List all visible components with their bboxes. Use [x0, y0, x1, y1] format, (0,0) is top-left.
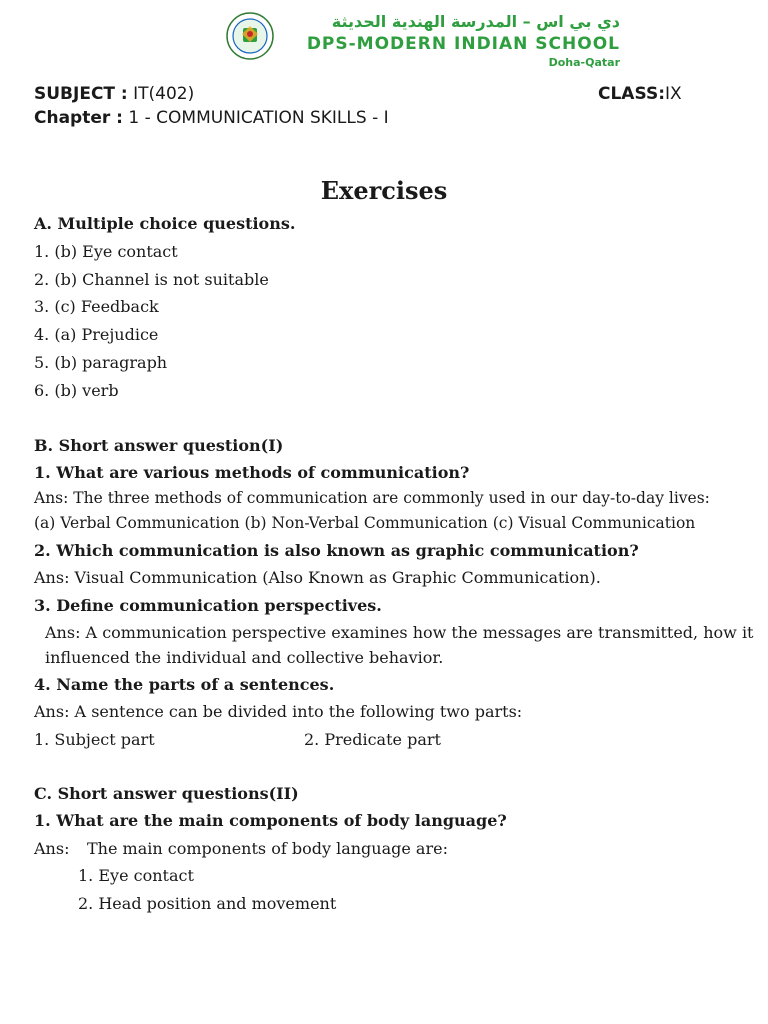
- answer-b2: Ans: Visual Communication (Also Known as Graphic Communication).: [34, 568, 601, 587]
- answer-b3-line1: Ans: A communication perspective examines how the messages are transmitted, how it: [45, 623, 754, 642]
- class-value: IX: [665, 84, 682, 104]
- answer-b3-line2: influenced the individual and collective behavior.: [45, 648, 444, 667]
- list-item: 2. Head position and movement: [78, 894, 337, 913]
- question-b4: 4. Name the parts of a sentences.: [34, 675, 335, 694]
- page-title: Exercises: [320, 176, 448, 205]
- mcq-answer: 6. (b) verb: [34, 381, 119, 400]
- question-b1: 1. What are various methods of communication?: [34, 463, 470, 482]
- school-logo-icon: [226, 12, 274, 60]
- class-label: CLASS:: [598, 84, 665, 104]
- answer-b4-part1: 1. Subject part: [34, 730, 155, 749]
- question-b2: 2. Which communication is also known as graphic communication?: [34, 541, 639, 560]
- subject-label: SUBJECT :: [34, 84, 128, 104]
- mcq-answer: 5. (b) paragraph: [34, 353, 168, 372]
- question-c1: 1. What are the main components of body language?: [34, 811, 507, 830]
- section-c-heading: C. Short answer questions(II): [34, 784, 299, 803]
- subject-value: IT(402): [127, 84, 195, 104]
- class-line: [598, 84, 682, 104]
- mcq-answer: 3. (c) Feedback: [34, 297, 159, 316]
- list-item: 1. Eye contact: [78, 866, 194, 885]
- chapter-value: 1 - COMMUNICATION SKILLS - I: [122, 108, 389, 128]
- mcq-answer: 1. (b) Eye contact: [34, 242, 178, 261]
- school-name: DPS-MODERN INDIAN SCHOOL: [306, 34, 620, 54]
- answer-b1-line2: (a) Verbal Communication (b) Non-Verbal Communication (c) Visual Communication: [34, 514, 696, 532]
- section-b-heading: B. Short answer question(I): [34, 436, 284, 455]
- question-b3: 3. Define communication perspectives.: [34, 596, 382, 615]
- subject-line: [34, 84, 194, 104]
- school-location: Doha-Qatar: [548, 56, 620, 69]
- section-a-heading: A. Multiple choice questions.: [34, 214, 296, 233]
- mcq-answer: 2. (b) Channel is not suitable: [34, 270, 269, 289]
- answer-b1-line1: Ans: The three methods of communication are commonly used in our day-to-day lives:: [34, 489, 710, 507]
- school-name-arabic: دي بي اس – المدرسة الهندية الحديثة: [331, 12, 620, 31]
- answer-c1-text: The main components of body language are:: [87, 839, 448, 858]
- answer-b4: Ans: A sentence can be divided into the following two parts:: [34, 702, 523, 721]
- answer-b4-part2: 2. Predicate part: [304, 730, 441, 749]
- school-header: [226, 10, 626, 74]
- mcq-answer: 4. (a) Prejudice: [34, 325, 159, 344]
- chapter-line: [34, 108, 389, 128]
- chapter-label: Chapter :: [34, 108, 123, 128]
- answer-c1-label: Ans:: [34, 839, 70, 858]
